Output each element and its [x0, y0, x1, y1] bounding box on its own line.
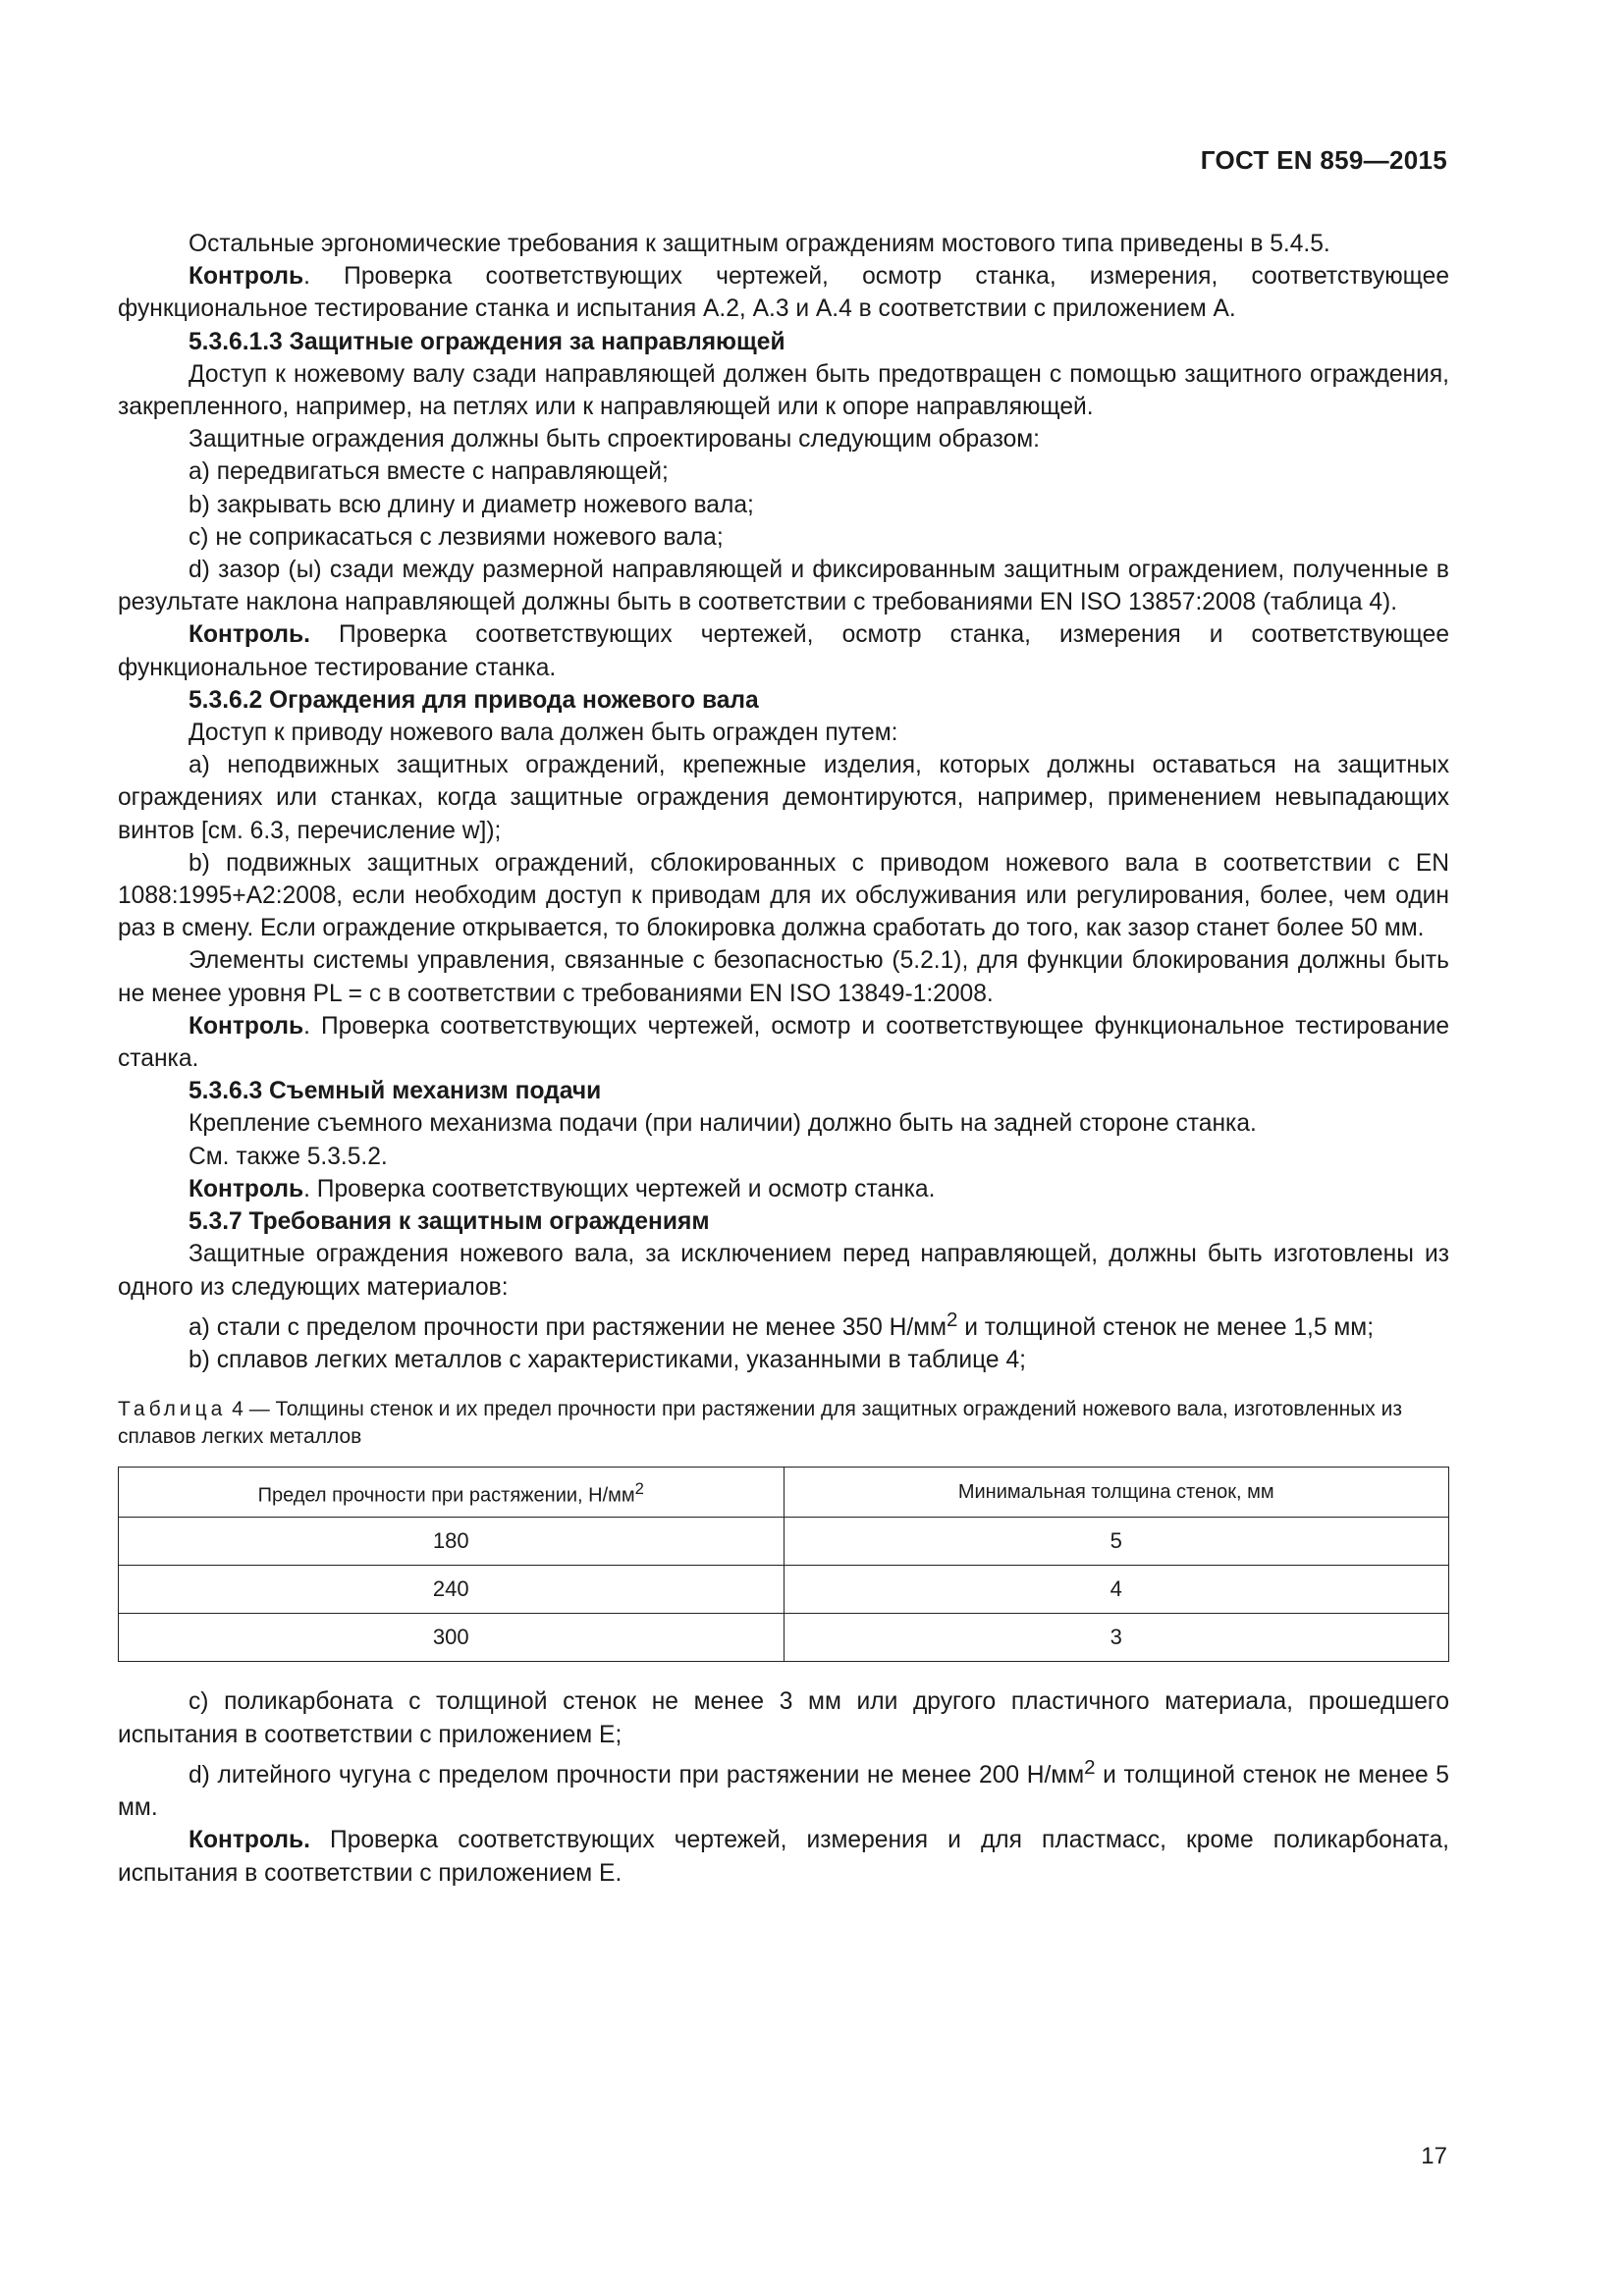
control-label: Контроль. [189, 621, 310, 649]
superscript: 2 [1084, 1755, 1096, 1779]
document-header: ГОСТ EN 859—2015 [1200, 145, 1447, 175]
list-item: b) подвижных защитных ограждений, сблокированных с приводом ножевого вала в соответствии с EN 1088:1995+A2:2008, если необходим доступ к приводам для их обслуживания или регулирования, более, чем один раз в смену. Если ограждение открывается, то блокировка должна сработать до того, как зазор станет более 50 мм. [118, 849, 1449, 942]
list-item-text: и толщиной стенок не менее 1,5 мм; [957, 1313, 1375, 1341]
control-text: Проверка соответствующих чертежей, осмотр станка, измерения и соответствующее функциональное тестирование станка. [118, 621, 1449, 681]
list-item [118, 1304, 1449, 1344]
control-paragraph [118, 1010, 1449, 1075]
table-caption-text: 4 — Толщины стенок и их предел прочности при растяжении для защитных ограждений ножевого вала, изготовленных из сплавов легких металлов [118, 1398, 1402, 1449]
table-cell-strength: 240 [119, 1566, 785, 1614]
list-item: c) поликарбоната с толщиной стенок не менее 3 мм или другого пластичного материала, прошедшего испытания в соответствии с приложением E; [118, 1688, 1449, 1748]
paragraph: Элементы системы управления, связанные с безопасностью (5.2.1), для функции блокирования должны быть не менее уровня PL = c в соответствии с требованиями EN ISO 13849-1:2008. [118, 947, 1449, 1007]
control-label: Контроль. [189, 1827, 310, 1854]
table-cell-thickness: 3 [784, 1614, 1449, 1662]
control-label: Контроль [189, 1012, 304, 1040]
list-item-text: a) стали с пределом прочности при растяжении не менее 350 Н/мм [189, 1313, 947, 1341]
list-item: b) закрывать всю длину и диаметр ножевого вала; [189, 491, 754, 518]
paragraph: Остальные эргономические требования к защитным ограждениям мостового типа приведены в 5.4.5. [189, 231, 1330, 257]
paragraph: Доступ к приводу ножевого вала должен быть огражден путем: [189, 720, 898, 747]
table-row [119, 1614, 1449, 1662]
control-text: . Проверка соответствующих чертежей, осмотр и соответствующее функциональное тестирование станка. [118, 1012, 1449, 1073]
list-item: d) зазор (ы) сзади между размерной направляющей и фиксированным защитным ограждением, полученные в результате наклона направляющей должны быть в соответствии с требованиями EN ISO 13857:2008 (таблица 4). [118, 557, 1449, 616]
table-header-row [119, 1468, 1449, 1518]
header-text: Предел прочности при растяжении, Н/мм [257, 1484, 635, 1507]
table-caption-label: Таблица [118, 1398, 227, 1421]
control-paragraph [118, 1173, 1449, 1205]
control-paragraph [118, 260, 1449, 325]
control-text: . Проверка соответствующих чертежей, осмотр станка, измерения, соответствующее функциональное тестирование станка и испытания А.2, А.3 и А.4 в соответствии с приложением А. [118, 263, 1449, 323]
superscript: 2 [634, 1478, 644, 1498]
table-cell-thickness: 4 [784, 1566, 1449, 1614]
list-item-text: и толщиной стенок не менее 5 мм. [118, 1761, 1449, 1822]
table-row [119, 1566, 1449, 1614]
section-heading: 5.3.6.3 Съемный механизм подачи [189, 1078, 602, 1105]
table-header-strength [119, 1468, 785, 1518]
section-heading: 5.3.6.1.3 Защитные ограждения за направляющей [189, 328, 785, 355]
list-item [118, 1751, 1449, 1825]
list-item: b) сплавов легких металлов с характеристиками, указанными в таблице 4; [189, 1347, 1026, 1374]
control-paragraph [118, 618, 1449, 683]
control-label: Контроль [189, 263, 304, 291]
control-label: Контроль [189, 1175, 304, 1202]
table-cell-strength: 300 [119, 1614, 785, 1662]
paragraph: Доступ к ножевому валу сзади направляющей должен быть предотвращен с помощью защитного ограждения, закрепленного, например, на петлях или к направляющей или к опоре направляющей. [118, 360, 1449, 421]
table-header-thickness: Минимальная толщина стенок, мм [784, 1468, 1449, 1518]
strength-thickness-table [118, 1467, 1449, 1662]
table-cell-thickness: 5 [784, 1518, 1449, 1566]
list-item: a) неподвижных защитных ограждений, крепежные изделия, которых должны оставаться на защитных ограждениях или станках, когда защитные ограждения демонтируются, например, применением невыпадающих винтов [см. 6.3, перечисление w]); [118, 752, 1449, 844]
table-row [119, 1518, 1449, 1566]
page-number: 17 [1421, 2143, 1447, 2169]
table-cell-strength: 180 [119, 1518, 785, 1566]
page-content [118, 228, 1449, 1890]
list-item: c) не соприкасаться с лезвиями ножевого вала; [189, 523, 724, 551]
table-caption [118, 1396, 1449, 1451]
control-paragraph [118, 1824, 1449, 1889]
list-item-text: d) литейного чугуна с пределом прочности при растяжении не менее 200 Н/мм [189, 1761, 1085, 1789]
list-item: a) передвигаться вместе с направляющей; [189, 458, 669, 486]
control-text: . Проверка соответствующих чертежей и осмотр станка. [303, 1175, 936, 1202]
control-text: Проверка соответствующих чертежей, измерения и для пластмасс, кроме поликарбоната, испытания в соответствии с приложением E. [118, 1827, 1449, 1887]
paragraph: Крепление съемного механизма подачи (при наличии) должно быть на задней стороне станка. [189, 1110, 1257, 1138]
paragraph: См. также 5.3.5.2. [189, 1143, 388, 1170]
section-heading: 5.3.6.2 Ограждения для привода ножевого вала [189, 686, 759, 714]
paragraph: Защитные ограждения должны быть спроектированы следующим образом: [189, 426, 1041, 454]
paragraph: Защитные ограждения ножевого вала, за исключением перед направляющей, должны быть изготовлены из одного из следующих материалов: [118, 1241, 1449, 1301]
section-heading: 5.3.7 Требования к защитным ограждениям [189, 1208, 710, 1236]
superscript: 2 [947, 1308, 958, 1331]
